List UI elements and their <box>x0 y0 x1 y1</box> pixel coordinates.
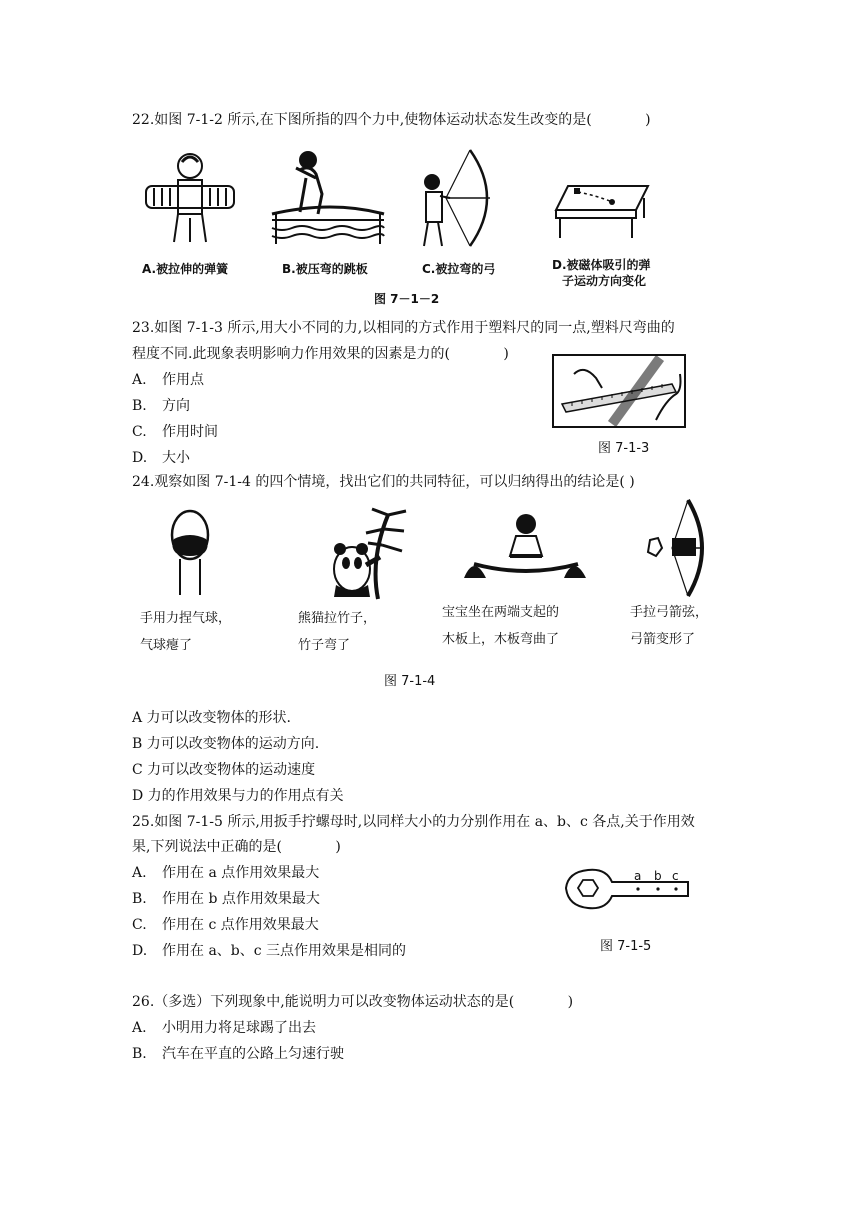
q24-caption-3-line2: 木板上，木板弯曲了 <box>442 632 560 647</box>
q24-figure-baby-plank <box>460 508 590 588</box>
q25-option-a: A. 作用在 a 点作用效果最大 <box>132 865 320 881</box>
q24-option-d: D 力的作用效果与力的作用点有关 <box>132 788 344 804</box>
q26-option-a: A. 小明用力将足球踢了出去 <box>132 1020 316 1036</box>
q25-option-d: D. 作用在 a、b、c 三点作用效果是相同的 <box>132 943 407 959</box>
q22-figure-archer-bow <box>410 148 500 248</box>
q24-option-b: B 力可以改变物体的运动方向. <box>132 736 320 752</box>
q24-caption-2-line2: 竹子弯了 <box>298 638 351 653</box>
q24-caption-4-line1: 手拉弓箭弦， <box>630 605 709 620</box>
wrench-label-a: a <box>634 869 642 883</box>
wrench-label-b: b <box>654 869 662 883</box>
q25-question-line2: 果,下列说法中正确的是( ) <box>132 839 341 855</box>
q23-figure-ruler <box>552 354 686 428</box>
q22-question-text: 22.如图 7-1-2 所示,在下图所指的四个力中,使物体运动状态发生改变的是( ) <box>132 112 651 128</box>
q25-option-c: C. 作用在 c 点作用效果最大 <box>132 917 319 933</box>
q22-caption-d-line2: 子运动方向变化 <box>562 274 647 288</box>
q25-option-b: B. 作用在 b 点作用效果最大 <box>132 891 320 907</box>
q24-figure-hand-bow <box>632 498 712 598</box>
q26-question-text: 26.（多选）下列现象中,能说明力可以改变物体运动状态的是( ) <box>132 994 574 1010</box>
wrench-label-c: c <box>672 869 679 883</box>
q23-option-c: C. 作用时间 <box>132 424 218 440</box>
q23-option-a: A. 作用点 <box>132 372 204 388</box>
q23-question-line1: 23.如图 7-1-3 所示,用大小不同的力,以相同的方式作用于塑料尺的同一点,塑料尺弯曲的 <box>132 320 675 336</box>
q23-option-d: D. 大小 <box>132 450 190 466</box>
q24-option-c: C 力可以改变物体的运动速度 <box>132 762 316 778</box>
q24-caption-4-line2: 弓箭变形了 <box>630 632 696 647</box>
q22-figure-label: 图 7－1－2 <box>374 292 440 306</box>
q24-caption-1-line1: 手用力捏气球， <box>140 611 232 626</box>
q22-figure-diving-board <box>268 148 388 248</box>
q22-figure-spring-man <box>140 148 240 248</box>
q23-figure-label: 图 7-1-3 <box>598 441 650 456</box>
q24-figure-panda-bamboo <box>326 505 421 600</box>
q22-caption-d-line1: D.被磁体吸引的弹 <box>552 258 651 272</box>
q24-option-a: A 力可以改变物体的形状. <box>132 710 292 726</box>
q24-caption-3-line1: 宝宝坐在两端支起的 <box>442 605 560 620</box>
q26-option-b: B. 汽车在平直的公路上匀速行驶 <box>132 1046 344 1062</box>
q23-question-line2: 程度不同.此现象表明影响力作用效果的因素是力的( ) <box>132 346 509 362</box>
q25-question-line1: 25.如图 7-1-5 所示,用扳手拧螺母时,以同样大小的力分别作用在 a、b、c 各点,关于作用效 <box>132 814 695 830</box>
q22-caption-b: B.被压弯的跳板 <box>282 262 368 276</box>
q24-caption-1-line2: 气球瘪了 <box>140 638 193 653</box>
q24-figure-label: 图 7-1-4 <box>384 674 436 689</box>
q23-option-b: B. 方向 <box>132 398 190 414</box>
q25-figure-wrench <box>562 866 696 916</box>
q24-question-text: 24.观察如图 7-1-4 的四个情境，找出它们的共同特征，可以归纳得出的结论是( ) <box>132 474 635 490</box>
q24-figure-balloon <box>160 505 220 600</box>
q25-figure-label: 图 7-1-5 <box>600 939 652 954</box>
q24-caption-2-line1: 熊猫拉竹子， <box>298 611 377 626</box>
q22-figure-magnet-table <box>552 180 652 242</box>
q22-caption-a: A.被拉伸的弹簧 <box>142 262 229 276</box>
q22-caption-c: C.被拉弯的弓 <box>422 262 496 276</box>
